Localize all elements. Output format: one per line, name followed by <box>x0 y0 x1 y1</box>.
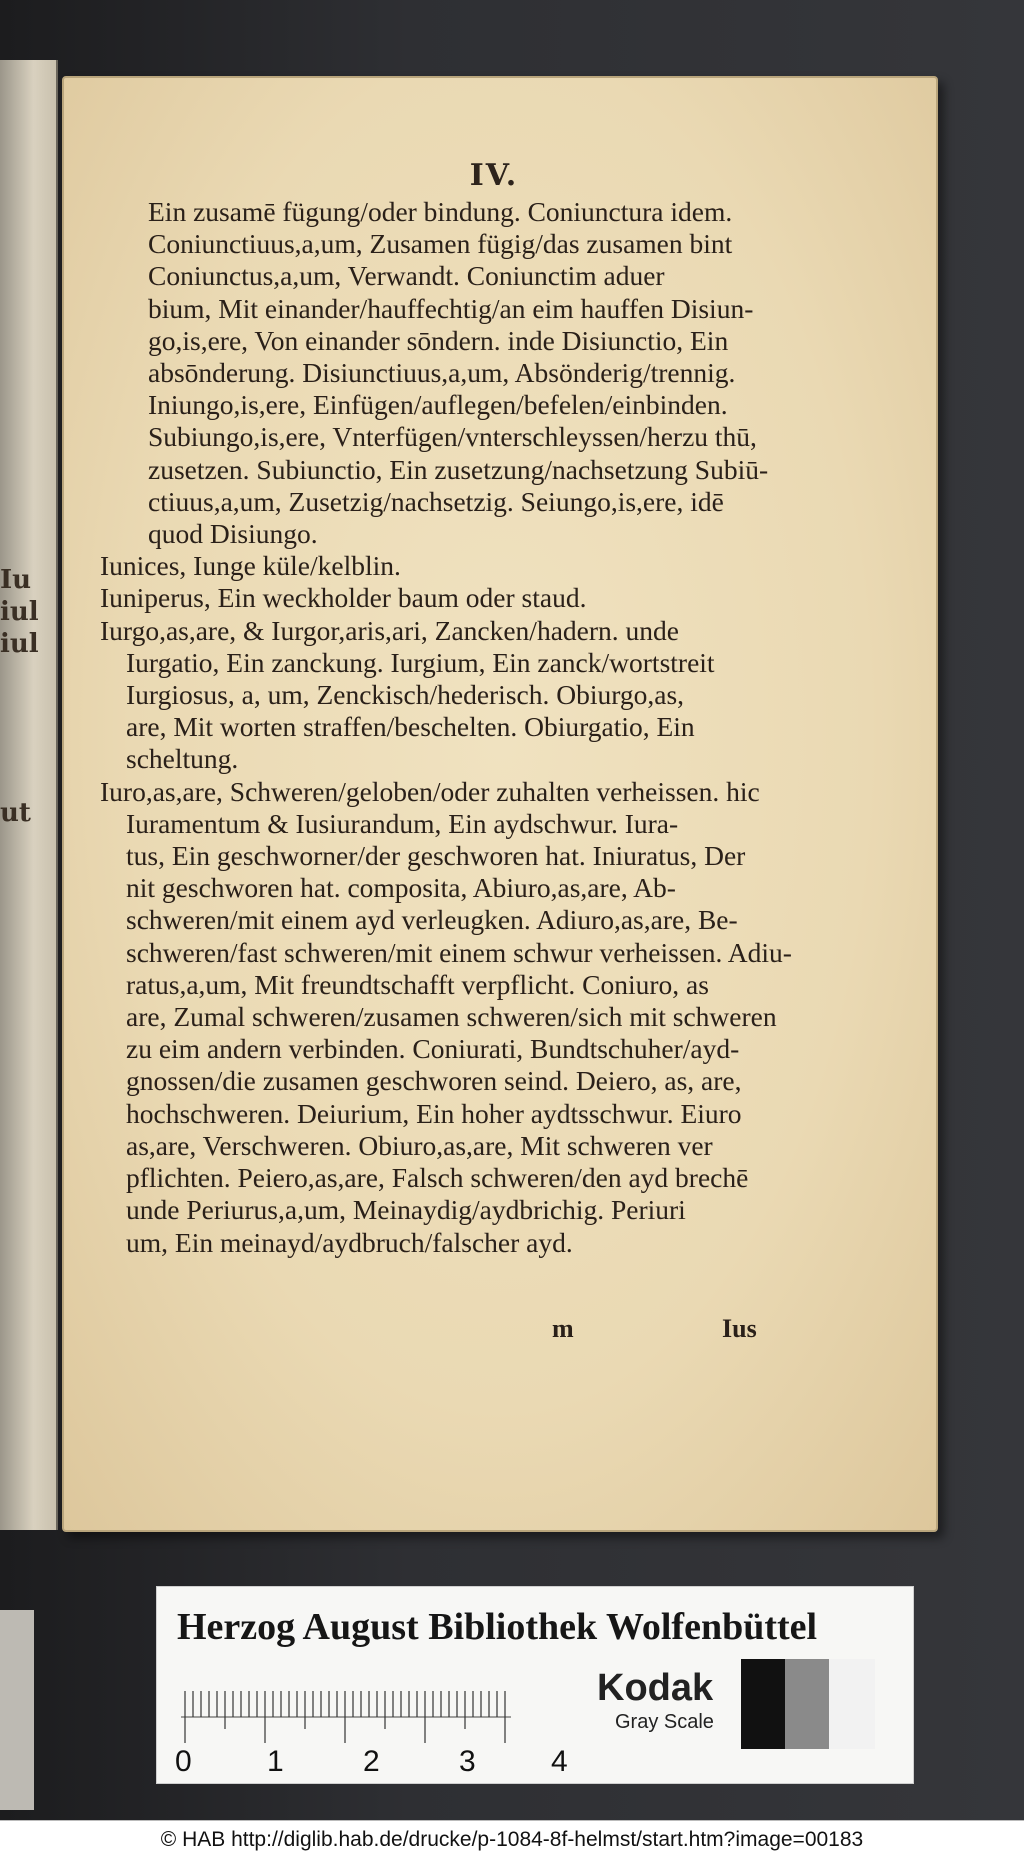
page-text-body <box>100 196 860 1259</box>
gray-scale-label: Gray Scale <box>615 1711 714 1733</box>
gray-swatch-mid <box>785 1659 831 1749</box>
text-line: Ein zusamē fügung/oder bindung. Coniunctura idem. <box>148 196 733 227</box>
text-line: zusetzen. Subiunctio, Ein zusetzung/nachsetzung Subiū- <box>148 453 769 485</box>
book-page <box>62 76 938 1532</box>
text-line: Iurgiosus, a, um, Zenckisch/hederisch. Obiurgo,as, <box>126 679 685 711</box>
gray-swatch-dark <box>741 1659 787 1749</box>
text-line: zu eim andern verbinden. Coniurati, Bundtschuher/ayd- <box>126 1033 740 1065</box>
text-line: scheltung. <box>126 743 239 775</box>
gray-swatch-light <box>829 1659 875 1749</box>
text-line: as,are, Verschweren. Obiuro,as,are, Mit schweren ver <box>126 1129 713 1161</box>
text-line: absōnderung. Disiunctiuus,a,um, Absönderig/trennig. <box>148 357 736 389</box>
left-page-fragment: Iu <box>0 565 32 595</box>
text-line: quod Disiungo. <box>148 518 318 550</box>
color-reference-card <box>156 1586 914 1784</box>
ruler-number: 4 <box>551 1745 568 1778</box>
ruler-number: 3 <box>459 1745 476 1778</box>
text-line: bium, Mit einander/hauffechtig/an eim hauffen Disiun- <box>148 292 754 324</box>
text-line: ratus,a,um, Mit freundtschafft verpflicht. Coniuro, as <box>126 968 709 1000</box>
text-line: are, Zumal schweren/zusamen schweren/sich mit schweren <box>126 1001 777 1033</box>
text-line: Iuro,as,are, Schweren/geloben/oder zuhalten verheissen. hic <box>100 775 760 807</box>
left-page-fragment: iul <box>0 629 39 659</box>
text-line: hochschweren. Deiurium, Ein hoher aydtsschwur. Eiuro <box>126 1097 742 1129</box>
text-line: pflichten. Peiero,as,are, Falsch schweren/den ayd brechē <box>126 1162 749 1194</box>
text-line: ctiuus,a,um, Zusetzig/nachsetzig. Seiungo,is,ere, idē <box>148 485 724 517</box>
text-line: go,is,ere, Von einander sōndern. inde Disiunctio, Ein <box>148 324 729 356</box>
ruler-number: 2 <box>363 1745 380 1778</box>
page-folio: IV. <box>469 158 519 193</box>
text-line: are, Mit worten straffen/beschelten. Obiurgatio, Ein <box>126 711 695 743</box>
text-line: gnossen/die zusamen geschworen seind. Deiero, as, are, <box>126 1065 742 1097</box>
measurement-ruler <box>181 1687 511 1751</box>
text-line: Iunices, Iunge küle/kelblin. <box>100 550 401 582</box>
ruler-number: 1 <box>267 1745 284 1778</box>
copyright-footer: © HAB http://diglib.hab.de/drucke/p-1084-8f-helmst/start.htm?image=00183 <box>0 1820 1024 1858</box>
text-line: Iniungo,is,ere, Einfügen/auflegen/befelen/einbinden. <box>148 389 728 421</box>
text-line: Iuramentum & Iusiurandum, Ein aydschwur. Iura- <box>126 807 679 839</box>
text-line: nit geschworen hat. composita, Abiuro,as,are, Ab- <box>126 872 676 904</box>
left-page-fragment: ut <box>0 798 31 828</box>
text-line: Coniunctus,a,um, Verwandt. Coniunctim aduer <box>148 260 665 292</box>
ruler-number: 0 <box>175 1745 192 1778</box>
card-title: Herzog August Bibliothek Wolfenbüttel <box>177 1606 818 1648</box>
left-page-edge <box>0 60 58 1530</box>
text-line: schweren/fast schweren/mit einem schwur verheissen. Adiu- <box>126 936 792 968</box>
text-line: unde Periurus,a,um, Meinaydig/aydbrichig. Periuri <box>126 1194 686 1226</box>
text-line: Iurgatio, Ein zanckung. Iurgium, Ein zanck/wortstreit <box>126 646 715 678</box>
signature-mark: m <box>552 1314 574 1343</box>
left-edge-strip <box>0 1610 34 1810</box>
text-line: Iurgo,as,are, & Iurgor,aris,ari, Zancken/hadern. unde <box>100 614 679 646</box>
kodak-logo: Kodak <box>597 1667 714 1709</box>
text-line: schweren/mit einem ayd verleugken. Adiuro,as,are, Be- <box>126 904 738 936</box>
text-line: um, Ein meinayd/aydbruch/falscher ayd. <box>126 1226 573 1258</box>
text-line: tus, Ein geschworner/der geschworen hat. Iniuratus, Der <box>126 840 746 872</box>
text-line: Iuniperus, Ein weckholder baum oder staud. <box>100 582 587 614</box>
text-line: Coniunctiuus,a,um, Zusamen fügig/das zusamen bint <box>148 228 733 260</box>
catchword: Ius <box>722 1314 757 1343</box>
text-line: Subiungo,is,ere, Vnterfügen/vnterschleyssen/herzu thū, <box>148 421 757 453</box>
left-page-fragment: iul <box>0 597 39 627</box>
